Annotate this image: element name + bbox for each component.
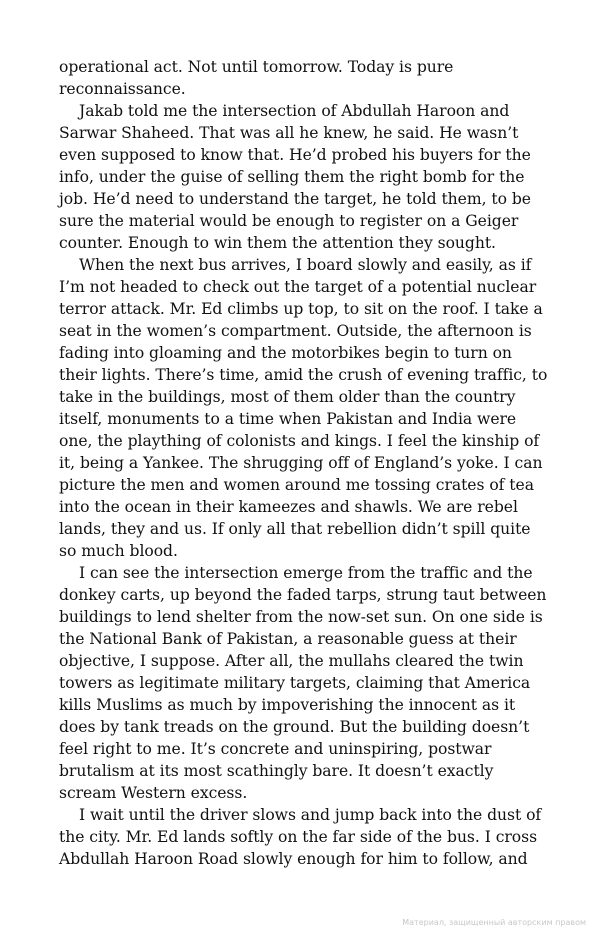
text-line: brutalism at its most scathingly bare. It doesn’t exactly (59, 762, 494, 780)
text-line: take in the buildings, most of them older than the country (59, 388, 516, 406)
text-line: counter. Enough to win them the attention they sought. (59, 234, 496, 252)
text-line: towers as legitimate military targets, claiming that America (59, 674, 531, 692)
text-line: I can see the intersection emerge from the traffic and the (79, 564, 533, 582)
text-line: even supposed to know that. He’d probed his buyers for the (59, 146, 531, 164)
text-line: fading into gloaming and the motorbikes begin to turn on (59, 344, 512, 362)
text-line: the National Bank of Pakistan, a reasonable guess at their (59, 630, 517, 648)
text-line: their lights. There’s time, amid the crush of evening traffic, to (59, 366, 548, 384)
text-line: When the next bus arrives, I board slowly and easily, as if (79, 256, 532, 274)
text-line: donkey carts, up beyond the faded tarps, strung taut between (59, 586, 547, 604)
text-line: seat in the women’s compartment. Outside, the afternoon is (59, 322, 532, 340)
text-line: terror attack. Mr. Ed climbs up top, to sit on the roof. I take a (59, 300, 543, 318)
text-line: does by tank treads on the ground. But the building doesn’t (59, 718, 530, 736)
text-line: operational act. Not until tomorrow. Today is pure (59, 58, 454, 76)
text-line: I wait until the driver slows and jump back into the dust of (79, 806, 542, 824)
text-line: Sarwar Shaheed. That was all he knew, he said. He wasn’t (59, 124, 519, 142)
text-line: Jakab told me the intersection of Abdullah Haroon and (79, 102, 510, 120)
text-line: objective, I suppose. After all, the mullahs cleared the twin (59, 652, 524, 670)
text-line: into the ocean in their kameezes and shawls. We are rebel (59, 498, 518, 516)
body-text (59, 56, 559, 870)
copyright-watermark: Материал, защищенный авторским правом (402, 918, 586, 927)
text-line: buildings to lend shelter from the now-set sun. On one side is (59, 608, 543, 626)
text-line: Abdullah Haroon Road slowly enough for him to follow, and (59, 850, 528, 868)
text-line: so much blood. (59, 542, 178, 560)
text-line: it, being a Yankee. The shrugging off of England’s yoke. I can (59, 454, 543, 472)
text-line: I’m not headed to check out the target of a potential nuclear (59, 278, 537, 296)
text-line: lands, they and us. If only all that rebellion didn’t spill quite (59, 520, 531, 538)
text-line: info, under the guise of selling them the right bomb for the (59, 168, 525, 186)
text-line: reconnaissance. (59, 80, 186, 98)
text-line: sure the material would be enough to register on a Geiger (59, 212, 519, 230)
text-line: picture the men and women around me tossing crates of tea (59, 476, 534, 494)
text-line: the city. Mr. Ed lands softly on the far side of the bus. I cross (59, 828, 538, 846)
text-line: kills Muslims as much by impoverishing the innocent as it (59, 696, 516, 714)
text-line: job. He’d need to understand the target, he told them, to be (59, 190, 531, 208)
text-line: one, the plaything of colonists and kings. I feel the kinship of (59, 432, 540, 450)
text-line: feel right to me. It’s concrete and uninspiring, postwar (59, 740, 492, 758)
text-line: scream Western excess. (59, 784, 248, 802)
text-line: itself, monuments to a time when Pakistan and India were (59, 410, 517, 428)
